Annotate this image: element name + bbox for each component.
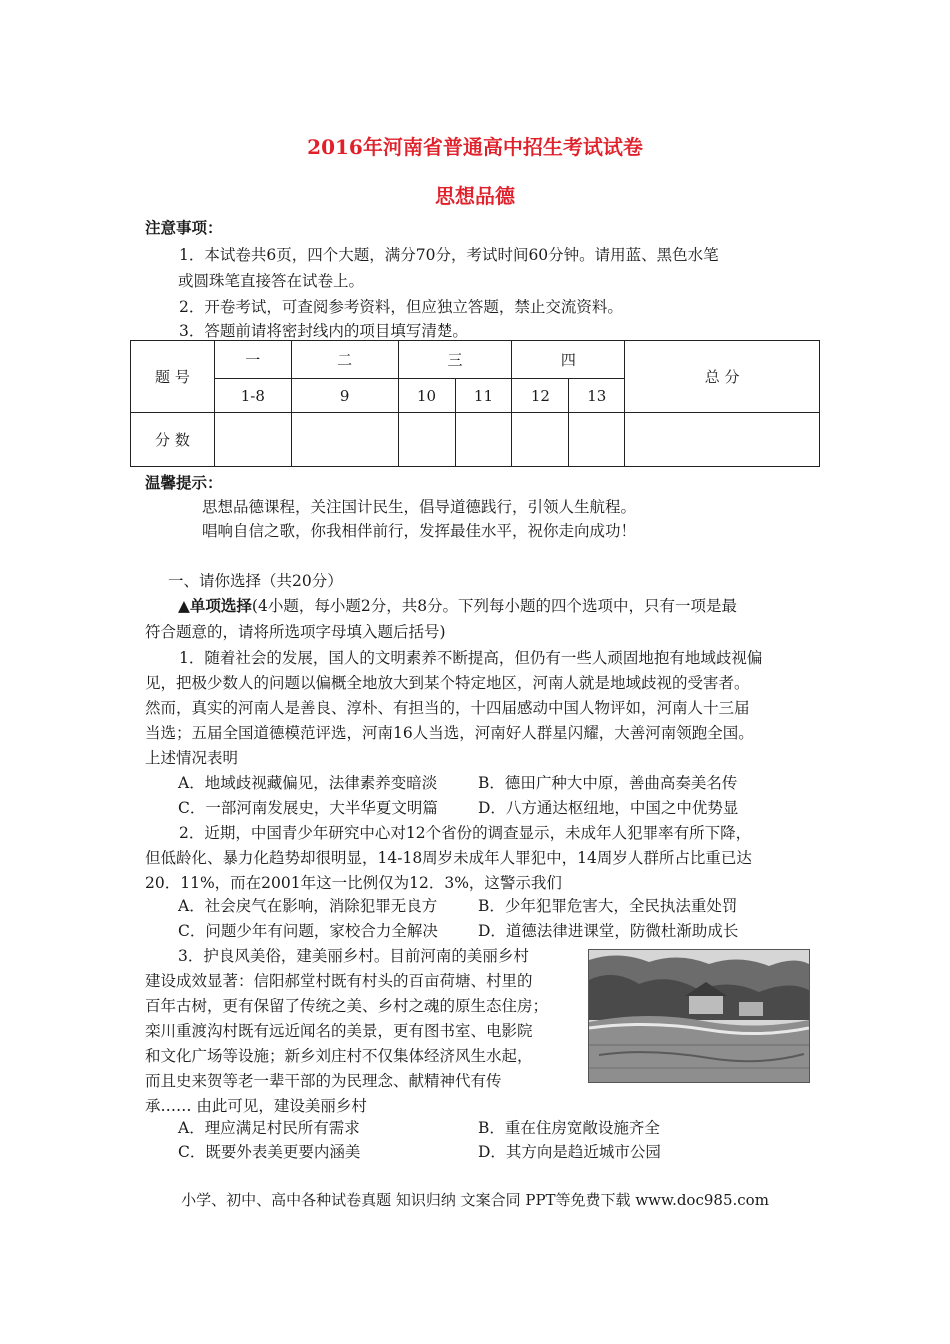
notice-item-1-cont: 或圆珠笔直接答在试卷上。 bbox=[178, 272, 365, 290]
notice-item-3: 3．答题前请将密封线内的项目填写清楚。 bbox=[179, 322, 468, 340]
section-1: 一 bbox=[214, 341, 291, 379]
tip-line-1: 思想品德课程，关注国计民生，倡导道德践行，引领人生航程。 bbox=[202, 498, 637, 516]
q1-line: 见，把极少数人的问题以偏概全地放大到某个特定地区，河南人就是地域歧视的受害者。 bbox=[145, 674, 750, 692]
score-cell[interactable] bbox=[455, 413, 512, 467]
score-cell[interactable] bbox=[291, 413, 398, 467]
score-cell[interactable] bbox=[398, 413, 455, 467]
q1-line: 上述情况表明 bbox=[145, 749, 239, 767]
exam-title: 2016年河南省普通高中招生考试试卷 bbox=[307, 135, 643, 159]
qnum-11: 11 bbox=[455, 379, 512, 413]
q2-line: 20．11%，而在2001年这一比例仅为12．3%，这警示我们 bbox=[145, 874, 562, 892]
section-2: 二 bbox=[291, 341, 398, 379]
notice-item-2: 2．开卷考试，可查阅参考资料，但应独立答题，禁止交流资料。 bbox=[179, 298, 623, 316]
q3-line: 建设成效显著：信阳郝堂村既有村头的百亩荷塘、村里的 bbox=[145, 972, 533, 990]
q1-option-b[interactable]: B．德田广种大中原，善曲高奏美名传 bbox=[478, 774, 738, 792]
total-label: 总 分 bbox=[625, 341, 820, 413]
q1-line: 然而，真实的河南人是善良、淳朴、有担当的，十四届感动中国人物评如，河南人十三届 bbox=[145, 699, 750, 717]
q1-line: 当选；五届全国道德模范评选，河南16人当选，河南好人群星闪耀，大善河南领跑全国。 bbox=[145, 724, 754, 742]
q1-option-a[interactable]: A．地域歧视藏偏见，法律素养变暗淡 bbox=[178, 774, 438, 792]
qnum-1-8: 1-8 bbox=[214, 379, 291, 413]
q2-option-c[interactable]: C．问题少年有问题，家校合力全解决 bbox=[178, 922, 438, 940]
qnum-10: 10 bbox=[398, 379, 455, 413]
single-choice-label: ▲单项选择 bbox=[178, 596, 252, 615]
q3-line: 承…… 由此可见，建设美丽乡村 bbox=[145, 1097, 367, 1115]
single-choice-desc: (4小题，每小题2分，共8分。下列每小题的四个选项中，只有一项是最 bbox=[251, 597, 738, 615]
footer-ad: 小学、初中、高中各种试卷真题 知识归纳 文案合同 PPT等免费下载 www.doc985.com bbox=[181, 1191, 769, 1209]
q1-line: 1．随着社会的发展，国人的文明素养不断提高，但仍有一些人顽固地抱有地域歧视偏 bbox=[179, 649, 763, 667]
q2-line: 但低龄化、暴力化趋势却很明显，14-18周岁未成年人罪犯中，14周岁人群所占比重已达 bbox=[145, 849, 752, 867]
notice-item-1: 1．本试卷共6页，四个大题，满分70分，考试时间60分钟。请用蓝、黑色水笔 bbox=[179, 246, 719, 264]
qnum-13: 13 bbox=[569, 379, 625, 413]
single-choice-instruction bbox=[178, 593, 848, 619]
q2-option-a[interactable]: A．社会戾气在影响，消除犯罪无良方 bbox=[178, 897, 438, 915]
q3-line: 百年古树，更有保留了传统之美、乡村之魂的原生态住房； bbox=[145, 997, 549, 1015]
score-cell[interactable] bbox=[512, 413, 569, 467]
tip-line-2: 唱响自信之歌，你我相伴前行，发挥最佳水平，祝你走向成功！ bbox=[202, 522, 637, 540]
row-label-score: 分 数 bbox=[131, 413, 215, 467]
single-choice-desc-cont: 符合题意的，请将所选项字母填入题后括号) bbox=[145, 623, 446, 641]
qnum-12: 12 bbox=[512, 379, 569, 413]
q3-option-d[interactable]: D．其方向是趋近城市公园 bbox=[478, 1143, 661, 1161]
score-table bbox=[130, 340, 820, 467]
q3-line: 和文化广场等设施；新乡刘庄村不仅集体经济风生水起， bbox=[145, 1047, 533, 1065]
score-cell[interactable] bbox=[214, 413, 291, 467]
score-cell[interactable] bbox=[569, 413, 625, 467]
section-3: 三 bbox=[398, 341, 512, 379]
q3-line: 栾川重渡沟村既有远近闻名的美景，更有图书室、电影院 bbox=[145, 1022, 533, 1040]
q2-line: 2．近期，中国青少年研究中心对12个省份的调查显示，未成年人犯罪率有所下降， bbox=[179, 824, 752, 842]
q3-option-b[interactable]: B．重在住房宽敞设施齐全 bbox=[478, 1119, 660, 1137]
subject-title: 思想品德 bbox=[435, 184, 515, 208]
q3-option-c[interactable]: C．既要外表美更要内涵美 bbox=[178, 1143, 361, 1161]
notice-heading: 注意事项： bbox=[145, 218, 223, 237]
q1-option-d[interactable]: D．八方通达枢纽地，中国之中优势显 bbox=[478, 799, 739, 817]
section-4: 四 bbox=[512, 341, 625, 379]
q2-option-b[interactable]: B．少年犯罪危害大，全民执法重处罚 bbox=[478, 897, 738, 915]
q2-option-d[interactable]: D．道德法律进课堂，防微杜渐助成长 bbox=[478, 922, 739, 940]
q3-option-a[interactable]: A．理应满足村民所有需求 bbox=[178, 1119, 360, 1137]
village-pond-photo bbox=[588, 949, 810, 1083]
total-score-cell[interactable] bbox=[625, 413, 820, 467]
q1-option-c[interactable]: C．一部河南发展史，大半华夏文明篇 bbox=[178, 799, 438, 817]
qnum-9: 9 bbox=[291, 379, 398, 413]
q3-line: 3．护良风美俗，建美丽乡村。目前河南的美丽乡村 bbox=[178, 947, 529, 965]
row-label-question: 题 号 bbox=[131, 341, 215, 413]
q3-line: 而且史来贺等老一辈干部的为民理念、献精神代有传 bbox=[145, 1072, 502, 1090]
tip-heading: 温馨提示： bbox=[145, 473, 223, 492]
part1-heading: 一、请你选择（共20分） bbox=[168, 572, 343, 590]
